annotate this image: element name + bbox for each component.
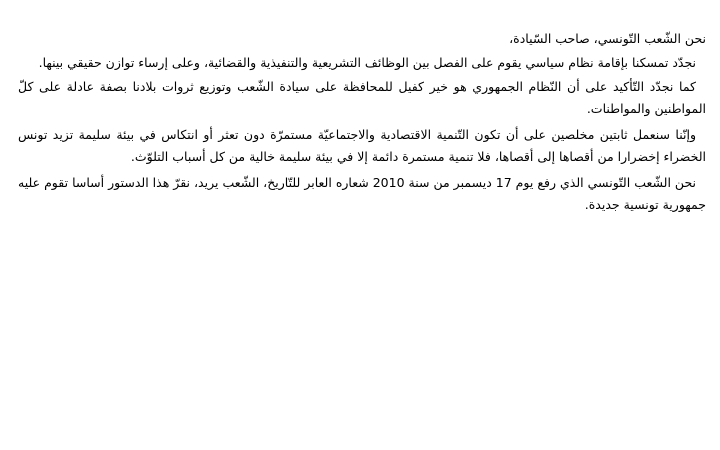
paragraph-sustainable-development: وإنّنا سنعمل ثابتين مخلصين على أن تكون التّنمية الاقتصادية والاجتماعيّة مستمرّة دون تعثر أو انتكاس في بيئة سليمة تزيد تونس الخضراء إخضرارا من أقصاها إلى أقصاها، فلا تنمية مستمرة دائمة إلا في بيئة سليمة خالية من كل أسباب التلوّث. xyxy=(18,127,706,164)
paragraph-sovereignty-intro: نحن الشّعب التّونسي، صاحب السّيادة، xyxy=(509,31,706,46)
paragraph-separation-of-powers: نجدّد تمسكنا بإقامة نظام سياسي يقوم على الفصل بين الوظائف التشريعية والتنفيذية والقضائية، وعلى إرساء توازن حقيقي بينها. xyxy=(38,55,696,70)
paragraph-constitution-adoption: نحن الشّعب التّونسي الذي رفع يوم 17 ديسمبر من سنة 2010 شعاره العابر للتّاريخ، الشّعب يريد، نقرّ هذا الدستور أساسا تقوم عليه جمهورية تونسية جديدة. xyxy=(18,175,706,212)
paragraph-republican-system: كما نجدّد التّأكيد على أن النّظام الجمهوري هو خير كفيل للمحافظة على سيادة الشّعب وتوزيع ثروات بلادنا بصفة عادلة على كلّ المواطنين والمواطنات. xyxy=(18,79,706,116)
document-body xyxy=(18,28,706,216)
